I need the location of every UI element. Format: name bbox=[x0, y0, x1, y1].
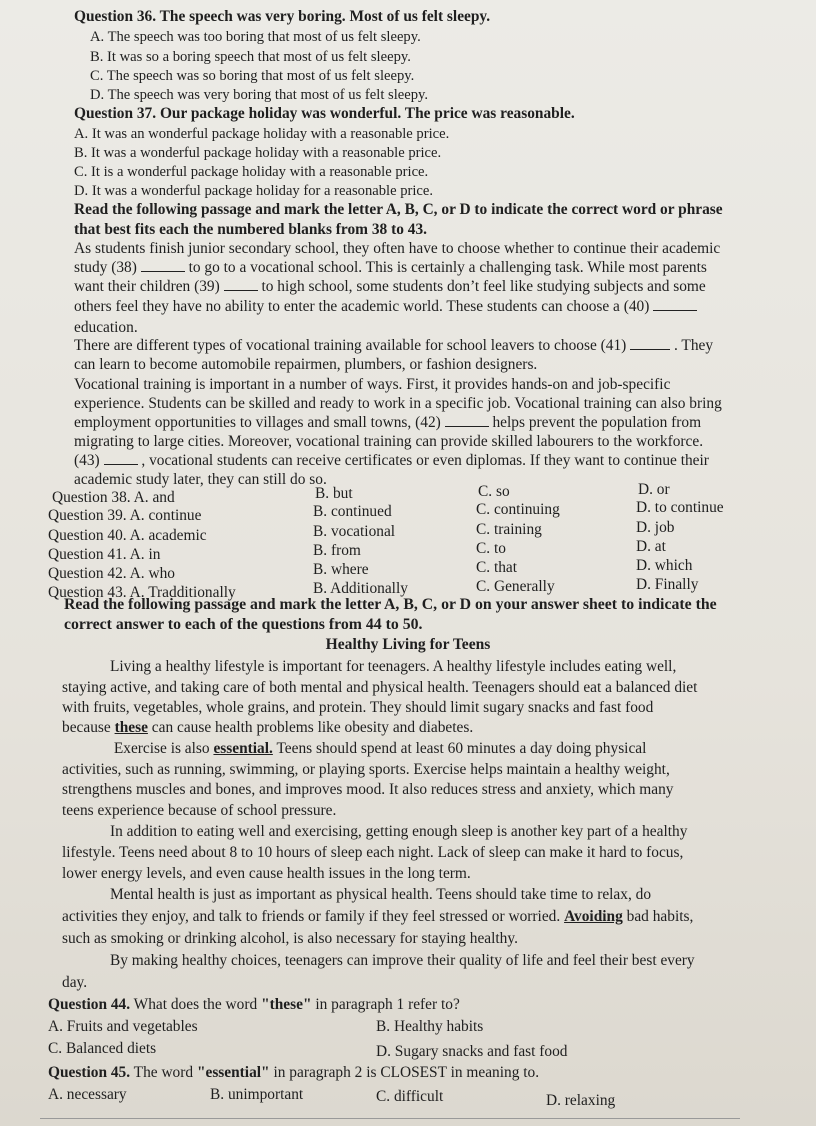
underlined-word-essential: essential. bbox=[213, 740, 273, 757]
p2-line-4: teens experience because of school pressure. bbox=[62, 802, 337, 819]
q45-stem-b: The word bbox=[133, 1064, 194, 1081]
p3-line-1-text: In addition to eating well and exercising, getting enough sleep is another key part of a healthy bbox=[110, 823, 688, 840]
q43-option-d: D. Finally bbox=[636, 576, 699, 593]
p5-line-1 bbox=[62, 952, 695, 970]
p5-line-1-text: By making healthy choices, teenagers can improve their quality of life and feel their best every bbox=[110, 952, 695, 969]
cloze-line-9: experience. Students can be skilled and ready to work in a specific job. Vocational training can also bring bbox=[74, 395, 722, 412]
q38-option-d: D. or bbox=[638, 481, 670, 498]
q40-label-a: Question 40. A. academic bbox=[48, 527, 207, 544]
blank-39[interactable] bbox=[224, 278, 258, 291]
cloze-line-7: can learn to become automobile repairmen, plumbers, or fashion designers. bbox=[74, 356, 538, 373]
cloze-line-1: As students finish junior secondary school, they often have to choose whether to continue their academic bbox=[74, 240, 721, 257]
q41-label-a: Question 41. A. in bbox=[48, 546, 161, 563]
q44-number: Question 44. bbox=[48, 996, 131, 1013]
q42-option-c: C. that bbox=[476, 559, 518, 576]
p2-line-2: activities, such as running, swimming, or playing sports. Exercise helps maintain a healthy weight, bbox=[62, 761, 670, 778]
q37-option-b: B. It was a wonderful package holiday with a reasonable price. bbox=[74, 145, 442, 161]
q36-option-d: D. The speech was very boring that most of us felt sleepy. bbox=[90, 87, 429, 103]
p2-line-1 bbox=[62, 740, 646, 758]
p4-line-2-a: activities they enjoy, and talk to friends or family if they feel stressed or worried. bbox=[62, 908, 561, 925]
blank-43[interactable] bbox=[104, 452, 138, 465]
q44-option-c: C. Balanced diets bbox=[48, 1040, 157, 1057]
q38-label-a: Question 38. A. and bbox=[52, 489, 175, 506]
cloze-line-12-a: (43) bbox=[74, 452, 100, 469]
cloze-line-13: academic study later, they can still do so. bbox=[74, 471, 327, 488]
q44-option-d: D. Sugary snacks and fast food bbox=[376, 1043, 568, 1060]
q41-option-b: B. from bbox=[313, 542, 361, 559]
q39-option-c: C. continuing bbox=[476, 501, 560, 518]
q36-option-a: A. The speech was too boring that most of us felt sleepy. bbox=[90, 29, 421, 45]
p4-line-2 bbox=[62, 908, 693, 926]
q39-option-d: D. to continue bbox=[636, 499, 724, 516]
p1-line-4-a: because bbox=[62, 719, 111, 736]
cloze-line-2-a: study (38) bbox=[74, 259, 137, 276]
blank-40[interactable] bbox=[653, 298, 697, 311]
p5-line-2: day. bbox=[62, 974, 88, 991]
q37-option-c: C. It is a wonderful package holiday with a reasonable price. bbox=[74, 164, 429, 180]
passage-title: Healthy Living for Teens bbox=[325, 636, 491, 653]
q42-label-a: Question 42. A. who bbox=[48, 565, 175, 582]
q40-option-b: B. vocational bbox=[313, 523, 396, 540]
q39-label-a: Question 39. A. continue bbox=[48, 507, 202, 524]
bottom-rule bbox=[40, 1118, 740, 1119]
q40-option-d: D. job bbox=[636, 519, 675, 536]
cloze-line-12-b: , vocational students can receive certificates or even diplomas. If they want to continue their bbox=[141, 452, 709, 469]
underlined-word-avoiding: Avoiding bbox=[564, 908, 623, 925]
cloze-line-3-a: want their children (39) bbox=[74, 278, 220, 295]
cloze-line-5: education. bbox=[74, 319, 138, 336]
p3-line-1 bbox=[62, 823, 687, 841]
q39-option-b: B. continued bbox=[313, 503, 392, 520]
q45-option-a: A. necessary bbox=[48, 1086, 127, 1103]
reading-instruction-2: correct answer to each of the questions from 44 to 50. bbox=[64, 616, 423, 633]
p4-line-3: such as smoking or drinking alcohol, is also necessary for staying healthy. bbox=[62, 930, 518, 947]
q36-option-c: C. The speech was so boring that most of us felt sleepy. bbox=[90, 68, 415, 84]
blank-38[interactable] bbox=[141, 259, 185, 272]
q44-stem-b: What does the word bbox=[133, 996, 258, 1013]
q44-option-a: A. Fruits and vegetables bbox=[48, 1018, 198, 1035]
cloze-line-11: migrating to large cities. Moreover, vocational training can provide skilled labourers to the workforce. bbox=[74, 433, 704, 450]
cloze-line-10-b: helps prevent the population from bbox=[492, 414, 702, 431]
cloze-line-10 bbox=[74, 414, 701, 432]
q45-option-d: D. relaxing bbox=[546, 1092, 616, 1109]
p3-line-3: lower energy levels, and even cause health issues in the long term. bbox=[62, 865, 471, 882]
q36-stem: Question 36. The speech was very boring. Most of us felt sleepy. bbox=[74, 8, 491, 25]
p1-line-2: staying active, and taking care of both mental and physical health. Teenagers should eat a balanced diet bbox=[62, 679, 698, 696]
q44-word: "these" bbox=[261, 996, 312, 1013]
reading-instruction-1: Read the following passage and mark the letter A, B, C, or D on your answer sheet to indicate the bbox=[64, 596, 717, 613]
cloze-line-3 bbox=[74, 278, 706, 296]
p2-line-1-a: Exercise is also bbox=[113, 740, 210, 757]
q44-stem bbox=[48, 996, 460, 1014]
blank-42[interactable] bbox=[445, 414, 489, 427]
q43-label-a: Question 43. A. Tradditionally bbox=[48, 584, 236, 601]
q42-option-d: D. which bbox=[636, 557, 693, 574]
q45-number: Question 45. bbox=[48, 1064, 131, 1081]
cloze-instruction-1: Read the following passage and mark the letter A, B, C, or D to indicate the correct word or phrase bbox=[74, 201, 723, 218]
q43-option-b: B. Additionally bbox=[313, 580, 408, 597]
q43-option-c: C. Generally bbox=[476, 578, 555, 595]
q44-stem-c: in paragraph 1 refer to? bbox=[315, 996, 460, 1013]
cloze-line-3-b: to high school, some students don’t feel like studying subjects and some bbox=[261, 278, 706, 295]
q45-stem-c: in paragraph 2 is CLOSEST in meaning to. bbox=[273, 1064, 540, 1081]
q38-option-b: B. but bbox=[315, 485, 353, 502]
p1-line-1 bbox=[62, 658, 676, 676]
q40-option-c: C. training bbox=[476, 521, 542, 538]
q41-option-c: C. to bbox=[476, 540, 506, 557]
p1-line-4 bbox=[62, 719, 473, 737]
cloze-line-6-b: . They bbox=[674, 337, 714, 354]
cloze-line-4 bbox=[74, 298, 697, 316]
q44-option-b: B. Healthy habits bbox=[376, 1018, 484, 1035]
p3-line-2: lifestyle. Teens need about 8 to 10 hours of sleep each night. Lack of sleep can make it hard to focus, bbox=[62, 844, 684, 861]
q38-option-c: C. so bbox=[478, 483, 510, 500]
cloze-line-10-a: employment opportunities to villages and small towns, (42) bbox=[74, 414, 441, 431]
cloze-line-2-b: to go to a vocational school. This is certainly a challenging task. While most parents bbox=[188, 259, 707, 276]
cloze-instruction-2: that best fits each the numbered blanks from 38 to 43. bbox=[74, 221, 427, 238]
p4-line-2-b: bad habits, bbox=[626, 908, 694, 925]
p4-line-1 bbox=[62, 886, 651, 904]
q45-word: "essential" bbox=[196, 1064, 270, 1081]
underlined-word-these: these bbox=[114, 719, 148, 736]
q45-stem bbox=[48, 1064, 539, 1082]
blank-41[interactable] bbox=[630, 337, 670, 350]
p1-line-3: with fruits, vegetables, whole grains, and protein. They should limit sugary snacks and fast food bbox=[62, 699, 654, 716]
cloze-line-12 bbox=[74, 452, 709, 470]
cloze-line-6-a: There are different types of vocational training available for school leavers to choose (41) bbox=[74, 337, 627, 354]
q45-option-c: C. difficult bbox=[376, 1088, 444, 1105]
p2-line-3: strengthens muscles and bones, and improves mood. It also reduces stress and anxiety, which many bbox=[62, 781, 674, 798]
q45-option-b: B. unimportant bbox=[210, 1086, 304, 1103]
q37-stem: Question 37. Our package holiday was wonderful. The price was reasonable. bbox=[74, 105, 575, 122]
cloze-line-2 bbox=[74, 259, 707, 277]
p1-line-4-b: can cause health problems like obesity and diabetes. bbox=[151, 719, 474, 736]
p4-line-1-text: Mental health is just as important as physical health. Teens should take time to relax, do bbox=[110, 886, 652, 903]
q36-option-b: B. It was so a boring speech that most of us felt sleepy. bbox=[90, 49, 411, 65]
p2-line-1-b: Teens should spend at least 60 minutes a day doing physical bbox=[276, 740, 647, 757]
q37-option-d: D. It was a wonderful package holiday for a reasonable price. bbox=[74, 183, 434, 199]
cloze-line-6 bbox=[74, 337, 713, 355]
q42-option-b: B. where bbox=[313, 561, 369, 578]
q41-option-d: D. at bbox=[636, 538, 666, 555]
cloze-line-4-a: others feel they have no ability to enter the academic world. These students can choose a (40) bbox=[74, 298, 650, 315]
p1-line-1-text: Living a healthy lifestyle is important for teenagers. A healthy lifestyle includes eating well, bbox=[110, 658, 677, 675]
cloze-line-8: Vocational training is important in a number of ways. First, it provides hands-on and job-specific bbox=[74, 376, 671, 393]
q37-option-a: A. It was an wonderful package holiday with a reasonable price. bbox=[74, 126, 450, 142]
